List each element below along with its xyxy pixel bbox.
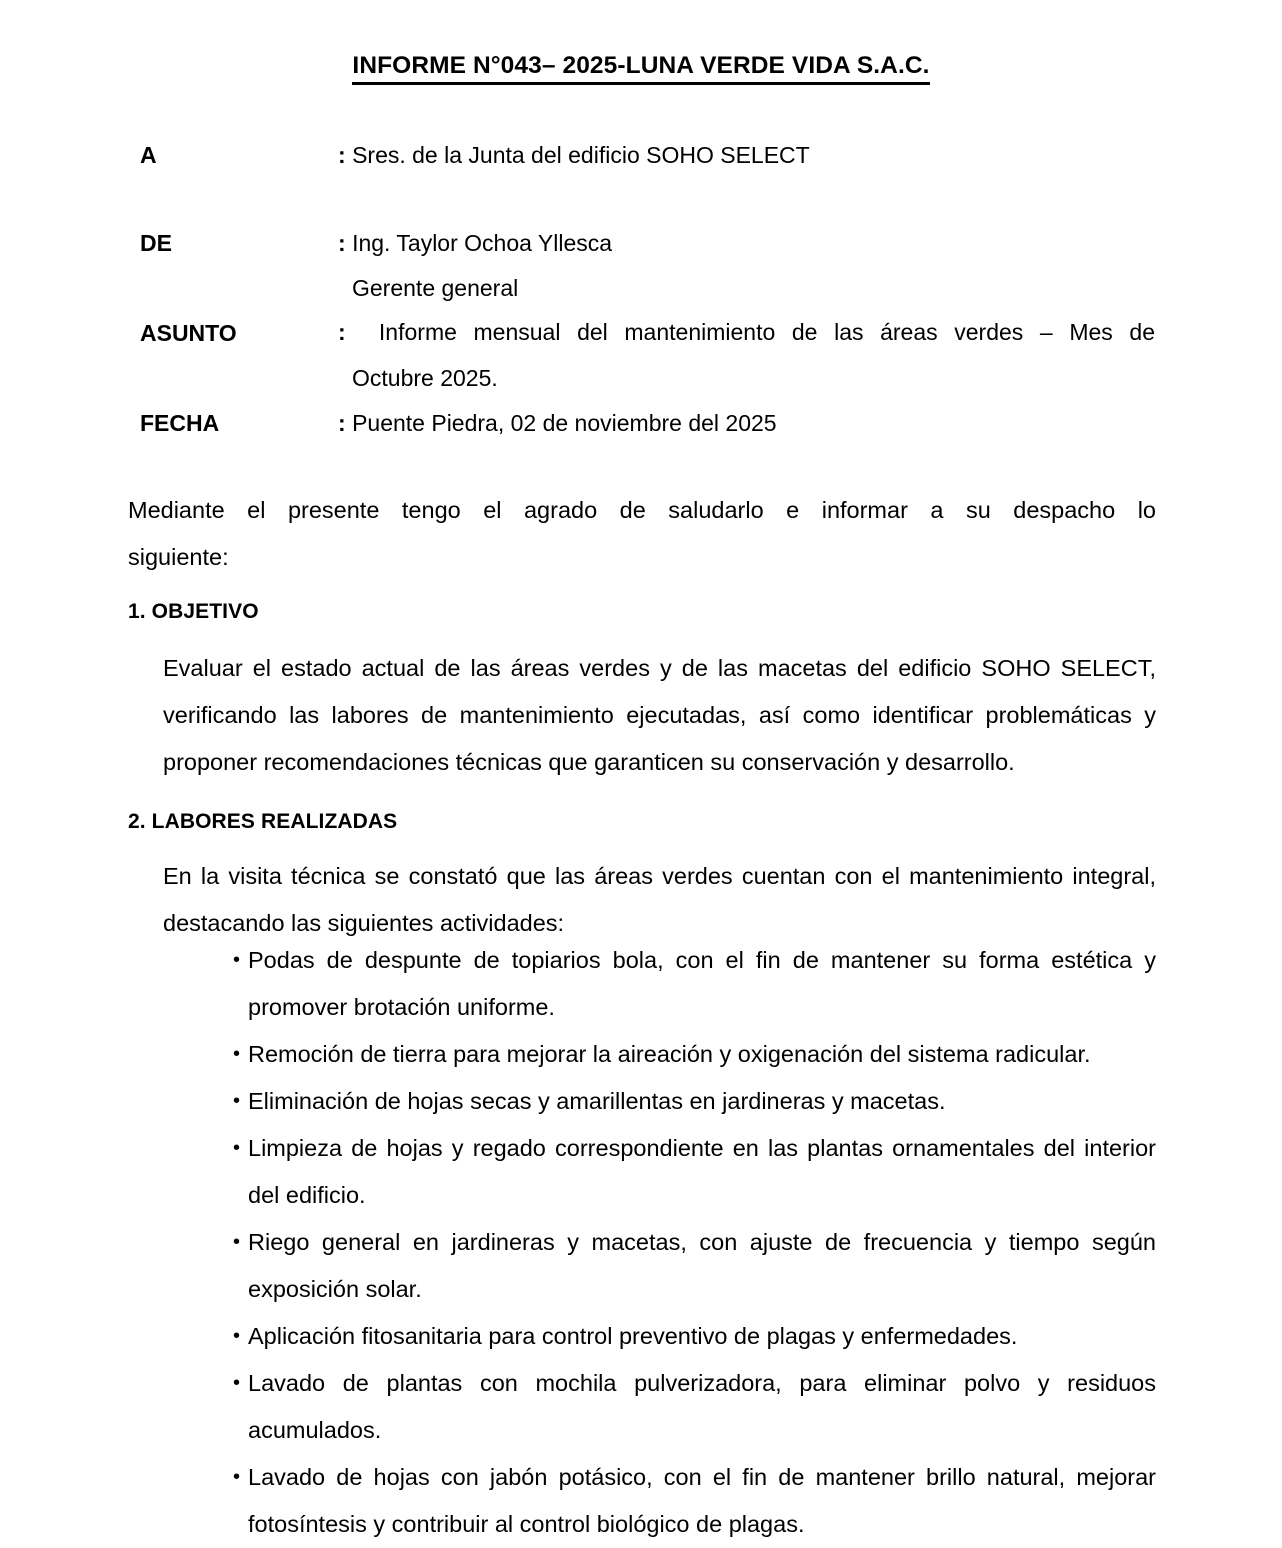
meta-label-asunto: ASUNTO: [140, 320, 237, 346]
bullet-5-line-1: • Riego general en jardineras y macetas, con ajuste de frecuencia y tiempo según: [248, 1229, 1156, 1255]
header-meta-block: [0, 132, 1282, 446]
list-item: [235, 1360, 1156, 1454]
meta-value-fecha: [338, 400, 1282, 446]
section-paragraph-objetivo: [163, 645, 1156, 786]
meta-row-de-sub: [0, 266, 1282, 310]
meta-row-fecha: [0, 400, 1282, 446]
meta-label-de: DE: [140, 230, 172, 256]
list-item: [235, 1031, 1156, 1078]
bullet-4-line-1: • Limpieza de hojas y regado correspondiente en las plantas ornamentales del interior: [248, 1135, 1156, 1161]
document-title-text: INFORME N°043– 2025-LUNA VERDE VIDA S.A.C.: [352, 52, 929, 85]
bullet-1-line-1: • Podas de despunte de topiarios bola, con el fin de mantener su forma estética y: [248, 947, 1156, 973]
section-heading-objetivo: 1. OBJETIVO: [128, 600, 259, 623]
meta-row-asunto-cont: [0, 356, 1282, 400]
meta-row-asunto: [0, 310, 1282, 356]
intro-line-2: siguiente:: [128, 544, 229, 570]
list-item: [235, 1219, 1156, 1313]
bullet-7-line-1: • Lavado de plantas con mochila pulverizadora, para eliminar polvo y residuos: [248, 1370, 1156, 1396]
bullet-8-line-1: • Lavado de hojas con jabón potásico, con el fin de mantener brillo natural, mejorar: [248, 1464, 1156, 1490]
labores-line-2: destacando las siguientes actividades:: [163, 910, 565, 936]
labores-bullet-list: [235, 937, 1156, 1548]
intro-line-1: Mediante el presente tengo el agrado de saludarlo e informar a su despacho lo: [128, 497, 1156, 523]
objetivo-line-2: verificando las labores de mantenimiento ejecutadas, así como identificar problemáticas y: [163, 702, 1156, 728]
meta-value-de-subtitle: Gerente general: [352, 275, 519, 301]
bullet-5-line-2: exposición solar.: [248, 1276, 422, 1302]
meta-colon-a: :: [338, 142, 346, 168]
meta-value-a-text: Sres. de la Junta del edificio SOHO SELECT: [352, 142, 810, 168]
list-item: [235, 1078, 1156, 1125]
bullet-2-line-1: • Remoción de tierra para mejorar la aireación y oxigenación del sistema radicular.: [248, 1041, 1091, 1067]
list-item: [235, 937, 1156, 1031]
intro-paragraph: [128, 487, 1156, 581]
meta-colon-de: :: [338, 230, 346, 256]
meta-value-asunto-text1: Informe mensual del mantenimiento de las áreas verdes – Mes de: [378, 319, 1155, 345]
meta-row-a: [0, 132, 1282, 220]
meta-colon-asunto: :: [338, 319, 346, 345]
meta-row-de: [0, 220, 1282, 266]
meta-label-a: A: [140, 142, 157, 168]
list-item: [235, 1125, 1156, 1219]
bullet-4-line-2: del edificio.: [248, 1182, 366, 1208]
labores-line-1: En la visita técnica se constató que las áreas verdes cuentan con el mantenimiento integral,: [163, 863, 1156, 889]
list-item: [235, 1313, 1156, 1360]
meta-value-asunto-line1: [338, 310, 1155, 355]
list-item: [235, 1454, 1156, 1548]
objetivo-line-3: proponer recomendaciones técnicas que garanticen su conservación y desarrollo.: [163, 749, 1015, 775]
meta-value-a: [338, 132, 1282, 178]
document-title: [0, 52, 1282, 85]
bullet-7-line-2: acumulados.: [248, 1417, 382, 1443]
bullet-6-line-1: • Aplicación fitosanitaria para control preventivo de plagas y enfermedades.: [248, 1323, 1018, 1349]
meta-value-asunto: [338, 310, 1282, 355]
meta-value-fecha-text: Puente Piedra, 02 de noviembre del 2025: [352, 410, 777, 436]
objetivo-line-1: Evaluar el estado actual de las áreas verdes y de las macetas del edificio SOHO SELECT,: [163, 655, 1156, 681]
section-heading-labores: 2. LABORES REALIZADAS: [128, 810, 398, 833]
meta-value-de: [338, 220, 1282, 266]
meta-value-de-text: Ing. Taylor Ochoa Yllesca: [352, 230, 613, 256]
bullet-1-line-2: promover brotación uniforme.: [248, 994, 555, 1020]
section-paragraph-labores: [163, 853, 1156, 947]
meta-value-asunto-line2: Octubre 2025.: [352, 365, 498, 391]
bullet-8-line-2: fotosíntesis y contribuir al control biológico de plagas.: [248, 1511, 805, 1537]
meta-label-fecha: FECHA: [140, 410, 220, 436]
meta-colon-fecha: :: [338, 410, 346, 436]
bullet-3-line-1: • Eliminación de hojas secas y amarillentas en jardineras y macetas.: [248, 1088, 946, 1114]
